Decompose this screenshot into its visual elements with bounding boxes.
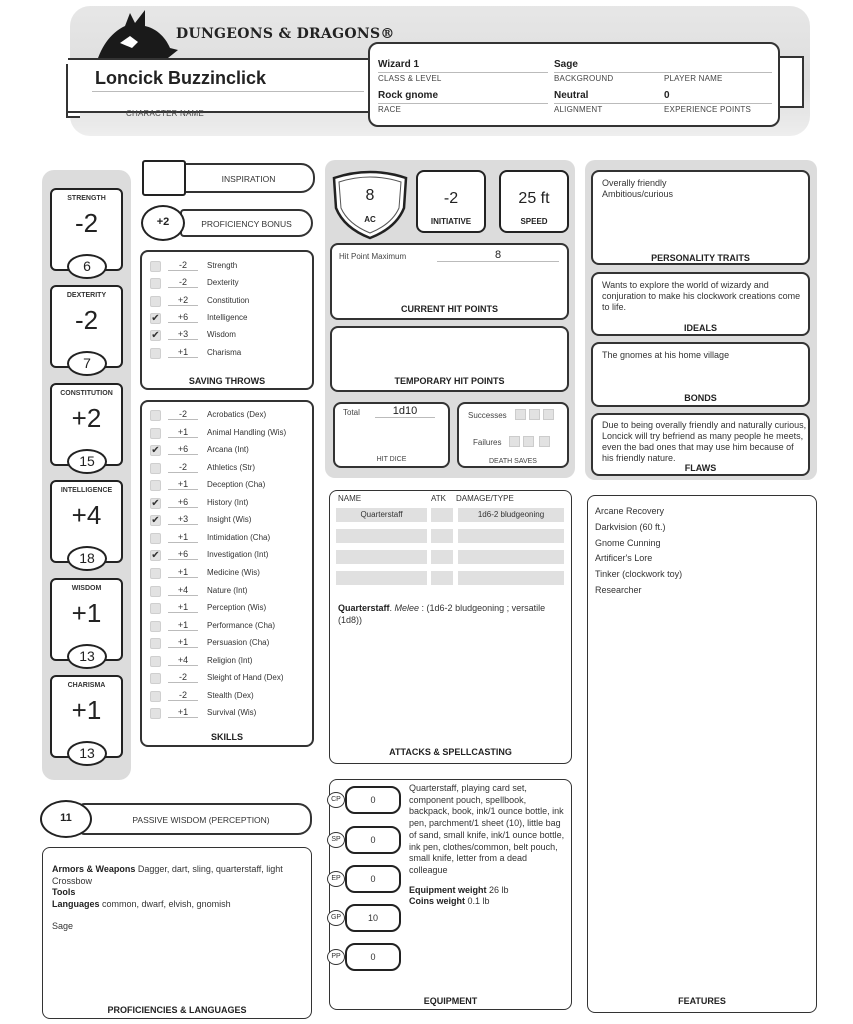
ability-score[interactable]: 7 [67,351,107,376]
skills-title: SKILLS [210,732,243,742]
flaws-title: FLAWS [684,463,717,473]
item-label: Arcana (Int) [207,445,249,455]
feature-item: Gnome Cunning [595,537,661,548]
saving-throws-title: SAVING THROWS [188,376,266,386]
speed-box[interactable] [499,170,569,233]
equipment-title: EQUIPMENT [423,996,478,1006]
proficiencies-languages-box[interactable] [42,847,312,1019]
feature-item: Researcher [595,584,642,595]
ability-score[interactable]: 18 [67,546,107,571]
ability-score[interactable]: 15 [67,449,107,474]
attacks-header-atk: ATK [431,494,446,503]
item-label: Nature (Int) [207,585,248,595]
skills-box [140,400,314,747]
list-item [142,478,312,493]
languages-value: common, dwarf, elvish, gnomish [102,898,231,909]
item-label: Stealth (Dex) [207,690,254,700]
character-info-box [368,42,780,127]
proficiency-checkbox[interactable]: ✔ [151,515,160,527]
death-saves-label: DEATH SAVES [489,458,537,465]
item-label: Insight (Wis) [207,515,252,525]
bonus-value[interactable]: +1 [168,479,198,490]
bonds-title: BONDS [684,393,717,403]
feature-item: Arcane Recovery [595,506,665,516]
list-item [142,548,312,563]
item-label: Acrobatics (Dex) [207,410,267,419]
bonus-value[interactable]: -2 [168,690,198,701]
character-name-underline [92,91,364,92]
feature-item: Darkvision (60 ft.) [595,521,666,532]
coin-sp-field[interactable]: 0 [345,826,401,854]
proficiency-checkbox[interactable] [150,568,161,579]
death-save-failure-1[interactable] [509,436,520,447]
bonus-value[interactable]: +1 [168,567,198,578]
list-item [142,276,312,291]
list-item [142,671,312,686]
ideals-text: Wants to explore the world of wizardy and conjuration to make his clockwork creations come to life. [602,280,801,312]
player-name-field[interactable]: PLAYER NAME [664,59,772,83]
coin-label-pp: PP [327,949,345,965]
list-item [142,513,312,528]
item-label: Investigation (Int) [207,550,269,560]
item-label: History (Int) [207,497,249,507]
list-item [142,566,312,581]
item-label: Wisdom [207,330,236,340]
proficiency-checkbox[interactable]: ✔ [151,497,160,509]
list-item [142,531,312,546]
ability-modifier: +2 [71,403,102,433]
ideals-box[interactable] [591,272,810,336]
proficiency-checkbox[interactable] [150,410,161,421]
list-item [142,426,312,441]
ability-wisdom[interactable]: WISDOM +1 13 [50,578,123,661]
list-item [142,654,312,669]
bonds-box[interactable] [591,342,810,407]
equipment-weight-value: 26 lb [489,884,509,895]
list-item [142,636,312,651]
list-item [142,461,312,476]
list-item [142,584,312,599]
personality-traits-title: PERSONALITY TRAITS [651,253,750,263]
hit-dice-total-label: Total [343,408,360,417]
bonus-value[interactable]: +1 [168,620,198,631]
attack-row-4-name[interactable] [336,571,427,585]
death-saves-successes-label: Successes [468,411,507,420]
inspiration-bar: INSPIRATION [182,163,315,193]
bonus-value[interactable]: -2 [168,409,198,420]
initiative-value: -2 [443,190,459,207]
coin-pp-field[interactable]: 0 [345,943,401,971]
saving-throws-box [140,250,314,390]
experience-points-field[interactable]: 0 EXPERIENCE POINTS [664,90,772,114]
armors-weapons-label: Armors & Weapons [52,864,136,874]
proficiency-checkbox[interactable] [150,638,161,649]
item-label: Intelligence [207,312,248,322]
ideals-title: IDEALS [683,323,717,333]
armor-class-label: AC [364,215,376,224]
background-field[interactable]: Sage BACKGROUND [554,59,664,83]
bonds-text: The gnomes at his home village [602,350,730,360]
proficiency-bonus-bar: PROFICIENCY BONUS [180,209,313,237]
coin-label-cp: CP [327,792,345,808]
attacks-header-damage: DAMAGE/TYPE [456,494,514,503]
passive-perception-value[interactable]: 11 [40,800,92,838]
death-save-failure-2[interactable] [523,436,534,447]
list-item [142,706,312,721]
bonus-value[interactable]: +1 [168,637,198,648]
bonus-value[interactable]: +6 [168,444,198,455]
list-item [142,619,312,634]
languages-label: Languages [52,898,100,909]
item-label: Persuasion (Cha) [207,638,270,648]
coin-label-ep: EP [327,871,345,887]
proficiency-checkbox[interactable] [150,621,161,632]
ability-charisma[interactable]: CHARISMA +1 13 [50,675,123,758]
bonus-value[interactable]: -2 [168,672,198,683]
feature-item: Artificer's Lore [595,553,653,564]
coin-gp-field[interactable]: 10 [345,904,401,932]
features-title: FEATURES [678,996,726,1006]
class-level-field[interactable]: Wizard 1 CLASS & LEVEL [378,59,548,83]
proficiency-checkbox[interactable]: ✔ [151,312,160,324]
attack-row-1-atk[interactable] [431,508,453,522]
personality-trait-1: Overally friendly [602,178,667,188]
inspiration-checkbox[interactable] [142,160,186,196]
proficiency-checkbox[interactable] [150,691,161,702]
attack-notes[interactable]: Quarterstaff. Melee : (1d6-2 bludgeoning ; versatile (1d8)) [338,603,546,625]
item-label: Perception (Wis) [207,603,267,613]
bonus-value[interactable]: +1 [168,532,198,543]
proficiency-checkbox[interactable] [150,463,161,474]
bonus-value[interactable]: +1 [168,427,198,438]
list-item [142,328,312,343]
attack-row-4-damage[interactable] [458,571,564,585]
personality-trait-2: Ambitious/curious [602,189,674,199]
list-item [142,443,312,458]
proficiency-checkbox[interactable] [150,348,161,359]
attacks-spellcasting-box [329,490,572,764]
ability-modifier: -2 [74,208,99,238]
bonus-value[interactable]: +6 [168,497,198,508]
proficiency-checkbox[interactable] [150,480,161,491]
ability-score[interactable]: 13 [67,741,107,766]
list-item [142,408,312,423]
proficiency-checkbox[interactable] [150,296,161,307]
bonus-value[interactable]: +6 [168,312,198,323]
proficiencies-extra: Sage [52,921,74,931]
proficiency-checkbox[interactable]: ✔ [151,330,160,342]
attack-row-1-damage[interactable]: 1d6-2 bludgeoning [458,508,564,522]
feature-item: Tinker (clockwork toy) [595,569,683,580]
death-save-success-1[interactable] [515,409,526,420]
bonus-value[interactable]: +3 [168,514,198,525]
ability-intelligence[interactable]: INTELLIGENCE +4 18 [50,480,123,563]
bonus-value[interactable]: +4 [168,655,198,666]
passive-perception-bar: PASSIVE WISDOM (PERCEPTION) [80,803,312,835]
death-save-success-3[interactable] [543,409,554,420]
bonus-value[interactable]: +4 [168,585,198,596]
character-name-label: CHARACTER NAME [126,109,204,118]
proficiency-checkbox[interactable] [150,603,161,614]
list-item [142,601,312,616]
tools-label: Tools [52,887,76,897]
ability-strength[interactable]: STRENGTH -2 6 [50,188,123,271]
armor-class-value[interactable]: 8 [365,187,375,204]
ability-score[interactable]: 6 [67,254,107,279]
character-name-field[interactable]: Loncick Buzzinclick [95,68,267,88]
item-label: Intimidation (Cha) [207,532,271,542]
list-item [142,346,312,361]
speed-value: 25 ft [518,190,550,207]
hit-dice-box[interactable] [333,402,450,468]
item-label: Charisma [207,347,242,357]
bonus-value[interactable]: +6 [168,549,198,560]
coins-weight-value: 0.1 lb [467,896,490,907]
coin-ep-field[interactable]: 0 [345,865,401,893]
flaws-box[interactable] [591,413,810,476]
flaws-text: Due to being overally friendly and naturally curious, Loncick will try befriend as many people he meets, even the bad ones that may use him because of his friendly nature. [602,420,807,463]
bonus-value[interactable]: -2 [168,277,198,288]
death-save-success-2[interactable] [529,409,540,420]
list-item [142,689,312,704]
attack-row-2-name[interactable] [336,529,427,543]
coin-label-sp: SP [327,832,345,848]
item-label: Performance (Cha) [207,620,276,630]
proficiency-checkbox[interactable] [150,533,161,544]
brand-logo: DUNGEONS & DRAGONS® [176,26,395,42]
coin-cp-field[interactable]: 0 [345,786,401,814]
coin-label-gp: GP [327,910,345,926]
features-box[interactable] [587,495,817,1013]
armors-weapons-value: Dagger, dart, sling, quarterstaff, light Crossbow [52,864,283,886]
death-save-failure-3[interactable] [539,436,550,447]
bonus-value[interactable]: +1 [168,347,198,358]
speed-label: SPEED [520,217,548,226]
bonus-value[interactable]: -2 [168,462,198,473]
attack-row-2-atk[interactable] [431,529,453,543]
item-label: Strength [207,261,238,270]
item-label: Constitution [207,295,250,305]
item-label: Medicine (Wis) [207,567,260,577]
proficiency-checkbox[interactable] [150,261,161,272]
attack-row-4-atk[interactable] [431,571,453,585]
current-hp-label: CURRENT HIT POINTS [400,304,498,314]
item-label: Religion (Int) [207,655,253,665]
features-list [595,506,682,601]
current-hit-points-box[interactable] [330,243,569,320]
equipment-list[interactable]: Quarterstaff, playing card set, component pouch, spellbook, backpack, book, ink/1 ounce bottle, ink pen, parchment/1 sheet (10), little bag of sand, small knife, ink/1 ounce bottle, ink pen, clothes/common, belt pouch, small knife, letter from a dead colleague Equipment weight 26 lb Coins weight 0.1 lb [409,783,567,908]
list-item [142,294,312,309]
proficiency-bonus-value[interactable]: +2 [141,205,185,241]
list-item [142,259,312,274]
ability-score[interactable]: 13 [67,644,107,669]
ability-modifier: -2 [74,305,99,335]
death-saves-failures-label: Failures [473,438,502,447]
bonus-value[interactable]: -2 [168,260,198,271]
item-label: Survival (Wis) [207,708,257,718]
death-saves-box [457,402,569,468]
proficiency-checkbox[interactable] [150,428,161,439]
proficiency-checkbox[interactable]: ✔ [151,445,160,457]
proficiency-checkbox[interactable]: ✔ [151,550,160,562]
attack-row-1-name[interactable]: Quarterstaff [336,508,427,522]
race-field[interactable]: Rock gnome RACE [378,90,548,114]
item-label: Dexterity [207,278,239,288]
ability-dexterity[interactable]: DEXTERITY -2 7 [50,285,123,368]
item-label: Athletics (Str) [207,462,256,472]
list-item [142,496,312,511]
bonus-value[interactable]: +1 [168,602,198,613]
personality-traits-box[interactable] [591,170,810,265]
alignment-field[interactable]: Neutral ALIGNMENT [554,90,664,114]
temporary-hit-points-box[interactable] [330,326,569,392]
item-label: Deception (Cha) [207,480,266,490]
proficiency-checkbox[interactable] [150,278,161,289]
info-box-tab [778,56,804,108]
hp-max-label: Hit Point Maximum [339,252,407,261]
attack-row-3-name[interactable] [336,550,427,564]
initiative-box[interactable] [416,170,486,233]
bonus-value[interactable]: +1 [168,707,198,718]
temp-hp-label: TEMPORARY HIT POINTS [394,376,505,386]
hit-dice-total-value[interactable]: 1d10 [375,405,435,418]
item-label: Animal Handling (Wis) [207,427,287,437]
proficiency-checkbox[interactable] [150,656,161,667]
ability-modifier: +1 [71,695,102,725]
item-label: Sleight of Hand (Dex) [207,673,284,683]
attack-row-3-atk[interactable] [431,550,453,564]
ability-modifier: +1 [71,598,102,628]
bonus-value[interactable]: +2 [168,295,198,306]
list-item [142,311,312,326]
attacks-header-name: NAME [338,494,362,503]
hit-dice-label: HIT DICE [376,456,407,463]
proficiency-checkbox[interactable] [150,673,161,684]
ability-modifier: +4 [71,500,102,530]
attacks-title: ATTACKS & SPELLCASTING [389,747,512,757]
hp-max-value[interactable]: 8 [437,249,559,262]
initiative-label: INITIATIVE [430,217,472,226]
proficiency-checkbox[interactable] [150,708,161,719]
attack-row-2-damage[interactable] [458,529,564,543]
proficiency-checkbox[interactable] [150,586,161,597]
ability-constitution[interactable]: CONSTITUTION +2 15 [50,383,123,466]
attack-row-3-damage[interactable] [458,550,564,564]
bonus-value[interactable]: +3 [168,329,198,340]
proficiencies-title: PROFICIENCIES & LANGUAGES [107,1005,247,1015]
equipment-items-text: Quarterstaff, playing card set, component pouch, spellbook, backpack, book, ink/1 ounce bottle, ink pen, parchment/1 sheet (10), little bag of sand, small knife, ink/1 ounce bottle, ink pen, clothes/common, belt pouch, small knife, letter from a dead colleague [409,783,565,875]
